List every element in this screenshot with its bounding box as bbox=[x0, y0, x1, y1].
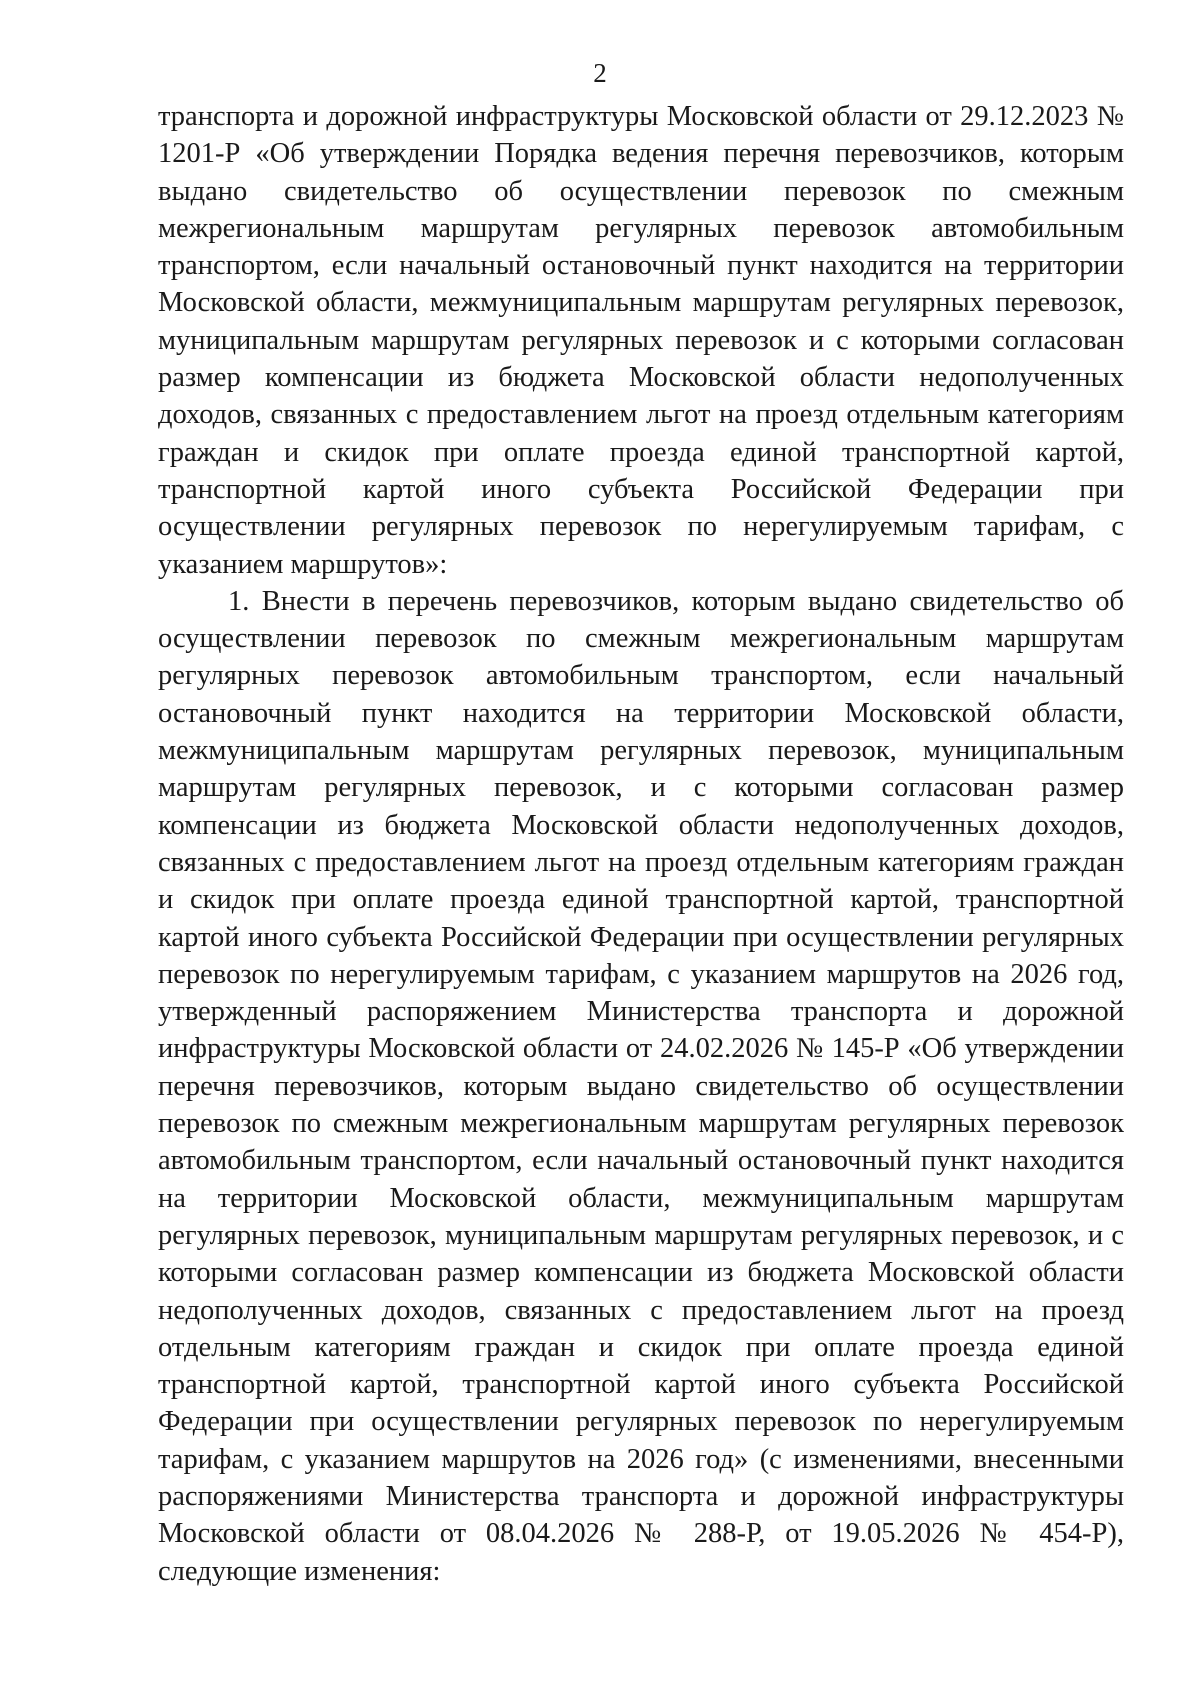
paragraph-item-1: 1. Внести в перечень перевозчиков, которым выдано свидетельство об осуществлении перевозок по смежным межрегиональным маршрутам регулярных перевозок автомобильным транспортом, если начальный остановочный пункт находится на территории Московской области, межмуниципальным маршрутам регулярных перевозок, муниципальным маршрутам регулярных перевозок, и с которыми согласован размер компенсации из бюджета Московской области недополученных доходов, связанных с предоставлением льгот на проезд отдельным категориям граждан и скидок при оплате проезда единой транспортной картой, транспортной картой иного субъекта Российской Федерации при осуществлении регулярных перевозок по нерегулируемым тарифам, с указанием маршрутов на 2026 год, утвержденный распоряжением Министерства транспорта и дорожной инфраструктуры Московской области от 24.02.2026 № 145-Р «Об утверждении перечня перевозчиков, которым выдано свидетельство об осуществлении перевозок по смежным межрегиональным маршрутам регулярных перевозок автомобильным транспортом, если начальный остановочный пункт находится на территории Московской области, межмуниципальным маршрутам регулярных перевозок, муниципальным маршрутам регулярных перевозок, и с которыми согласован размер компенсации из бюджета Московской области недополученных доходов, связанных с предоставлением льгот на проезд отдельным категориям граждан и скидок при оплате проезда единой транспортной картой, транспортной картой иного субъекта Российской Федерации при осуществлении регулярных перевозок по нерегулируемым тарифам, с указанием маршрутов на 2026 год» (с изменениями, внесенными распоряжениями Министерства транспорта и дорожной инфраструктуры Московской области от 08.04.2026 № 288-Р, от 19.05.2026 № 454-Р), следующие изменения: bbox=[158, 585, 1124, 1587]
page-number: 2 bbox=[593, 58, 607, 88]
document-body bbox=[158, 98, 1124, 1590]
paragraph-intro: транспорта и дорожной инфраструктуры Московской области от 29.12.2023 № 1201-Р «Об утверждении Порядка ведения перечня перевозчиков, которым выдано свидетельство об осуществлении перевозок по смежным межрегиональным маршрутам регулярных перевозок автомобильным транспортом, если начальный остановочный пункт находится на территории Московской области, межмуниципальным маршрутам регулярных перевозок, муниципальным маршрутам регулярных перевозок и с которыми согласован размер компенсации из бюджета Московской области недополученных доходов, связанных с предоставлением льгот на проезд отдельным категориям граждан и скидок при оплате проезда единой транспортной картой, транспортной картой иного субъекта Российской Федерации при осуществлении регулярных перевозок по нерегулируемым тарифам, с указанием маршрутов»: bbox=[158, 101, 1124, 580]
